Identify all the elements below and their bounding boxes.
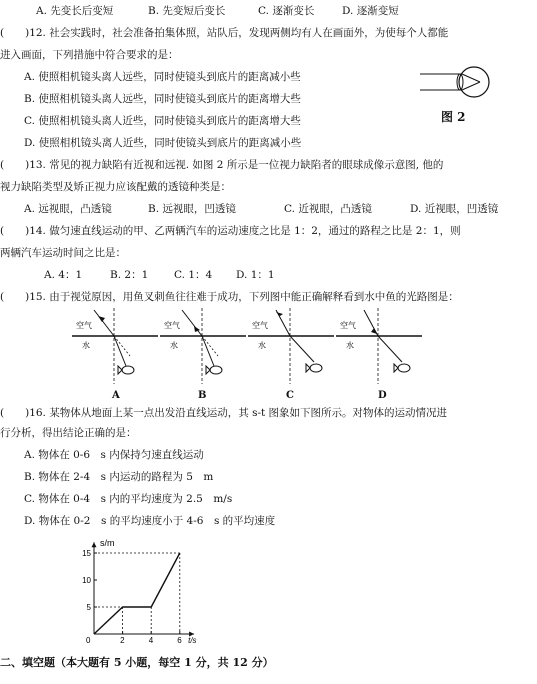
q12-stem-line1: ( )12. 社会实践时，社会准备拍集体照，站队后，发现两侧均有人在画面外，为使每个人都能 (0, 27, 449, 39)
q15-d-air-label: 空气 (340, 321, 356, 330)
q13-option-a: A. 远视眼，凸透镜 (24, 203, 112, 215)
q14-option-c: C. 1：4 (174, 269, 213, 281)
q15-c-air-label: 空气 (252, 321, 268, 330)
q15-d-water-label: 水 (346, 341, 354, 350)
q13-option-d: D. 近视眼，凹透镜 (410, 203, 499, 215)
q14-option-b: B. 2：1 (110, 269, 149, 281)
x-tick-label: 2 (120, 636, 125, 644)
section-2-heading: 二、填空题（本大题有 5 小题，每空 1 分，共 12 分） (0, 656, 274, 669)
q12-option-c: C. 使照相机镜头离人近些，同时使镜头到底片的距离增大些 (24, 115, 301, 127)
q16-option-c: C. 物体在 0-4 s 内的平均速度为 2.5 m/s (24, 493, 233, 505)
q16-option-a: A. 物体在 0-6 s 内保持匀速直线运动 (24, 449, 204, 461)
q13-stem-line2: 视力缺陷类型及矫正视力应该配戴的透镜种类是： (0, 181, 231, 193)
q11-option-d: D. 逐渐变短 (342, 5, 399, 17)
q15-panel-label-d: D (378, 390, 387, 401)
x-axis-label: t/s (188, 636, 197, 644)
origin-label: 0 (86, 636, 91, 644)
q15-b-water-label: 水 (170, 341, 178, 350)
q16-option-d: D. 物体在 0-2 s 的平均速度小于 4-6 s 的平均速度 (24, 515, 276, 527)
y-tick-label: 10 (82, 576, 91, 585)
q13-option-b: B. 远视眼，凹透镜 (148, 203, 236, 215)
q14-option-a: A. 4：1 (44, 269, 83, 281)
q11-option-b: B. 先变短后变长 (148, 5, 226, 17)
q16-option-b: B. 物体在 2-4 s 内运动的路程为 5 m (24, 471, 214, 483)
q14-stem-line1: ( )14. 做匀速直线运动的甲、乙两辆汽车的运动速度之比是 1：2，通过的路程之比是 2：1，则 (0, 225, 461, 237)
q15-b-air-label: 空气 (164, 321, 180, 330)
q15-stem: ( )15. 由于视觉原因，用鱼叉刺鱼往往难于成功，下列图中能正确解释看到水中鱼的光路图是： (0, 291, 459, 303)
x-tick-label: 4 (148, 636, 154, 644)
q13-stem-line1: ( )13. 常见的视力缺陷有近视和远视. 如图 2 所示是一位视力缺陷者的眼球成像示意图, 他的 (0, 159, 444, 171)
q15-c-water-label: 水 (258, 341, 266, 350)
y-tick-label: 5 (86, 603, 91, 612)
q15-panel-label-a: A (112, 390, 120, 401)
q15-diagram-a (72, 306, 158, 386)
q16-stem-line1: ( )16. 某物体从地面上某一点出发沿直线运动，其 s-t 图象如下图所示。对物体的运动情况进 (0, 407, 448, 419)
q15-diagram-c (248, 306, 334, 386)
y-tick-label: 15 (82, 549, 91, 558)
figure-2-label: 图 2 (441, 110, 466, 124)
y-axis-label: s/m (100, 538, 115, 549)
q12-option-b: B. 使照相机镜头离人远些，同时使镜头到底片的距离增大些 (24, 93, 301, 105)
q11-option-c: C. 逐渐变长 (258, 5, 315, 17)
q12-option-d: D. 使照相机镜头离人近些，同时使镜头到底片的距离减小些 (24, 137, 302, 149)
q15-a-air-label: 空气 (76, 321, 92, 330)
q16-stem-line2: 行分析，得出结论正确的是： (0, 427, 137, 439)
q11-option-a: A. 先变长后变短 (36, 5, 114, 17)
q14-option-d: D. 1：1 (236, 269, 275, 281)
q12-option-a: A. 使照相机镜头离人远些，同时使镜头到底片的距离减小些 (24, 71, 301, 83)
st-graph (76, 534, 216, 644)
q13-option-c: C. 近视眼，凸透镜 (284, 203, 372, 215)
eye-diagram-figure (418, 62, 498, 102)
st-series-line (94, 553, 180, 634)
q15-diagram-d (336, 306, 422, 386)
q12-stem-line2: 进入画面，下列措施中符合要求的是： (0, 49, 179, 61)
q15-panel-label-b: B (198, 390, 207, 401)
q15-panel-label-c: C (286, 390, 294, 401)
x-tick-label: 6 (177, 636, 182, 644)
q15-diagram-b (160, 306, 246, 386)
y-axis-arrow (92, 542, 97, 547)
q14-stem-line2: 两辆汽车运动时间之比是： (0, 247, 126, 259)
q15-a-water-label: 水 (82, 341, 90, 350)
